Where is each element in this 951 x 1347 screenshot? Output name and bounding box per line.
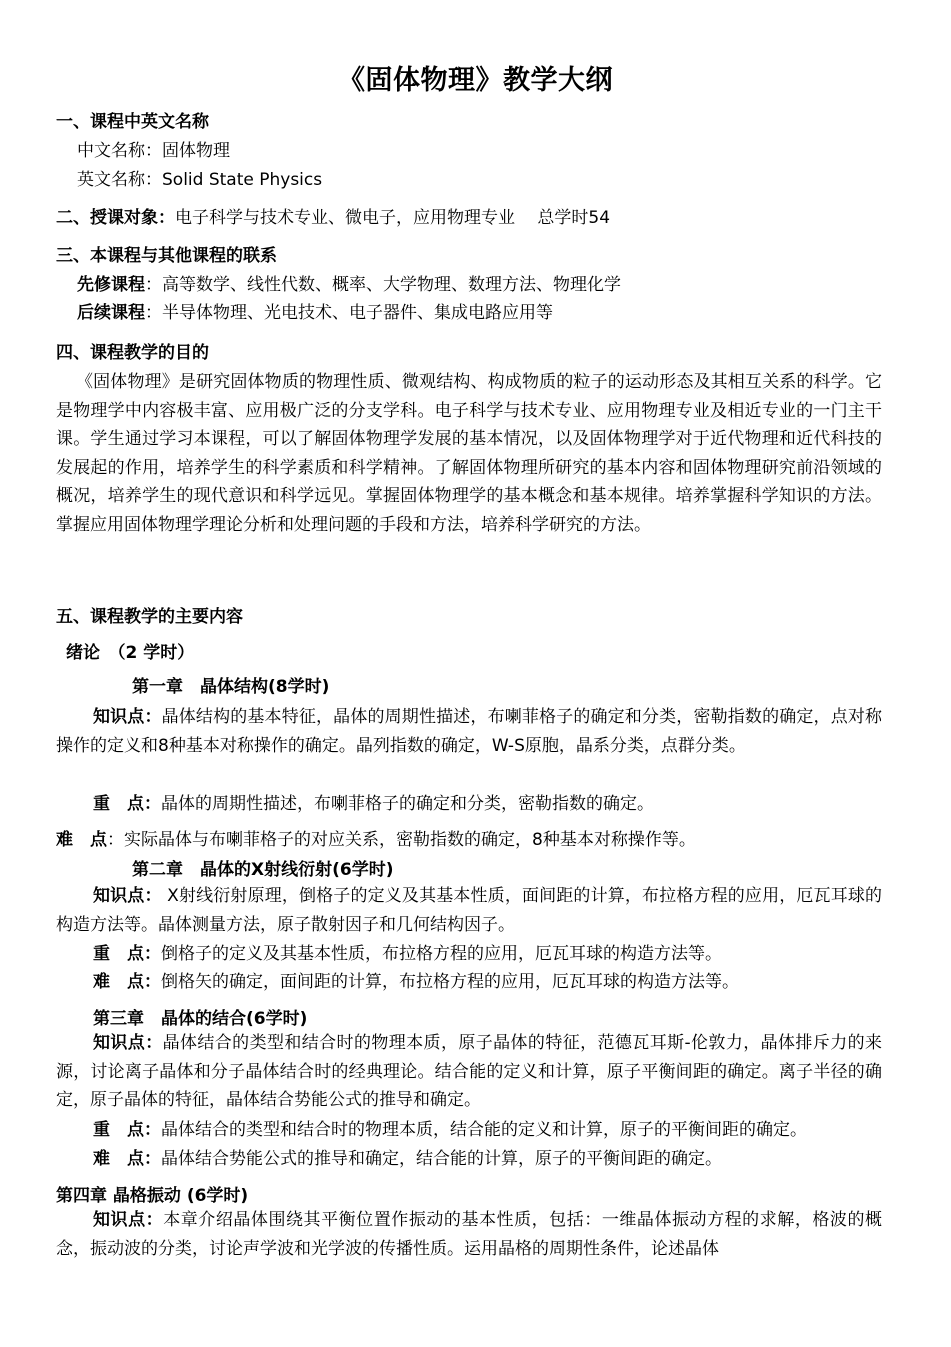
followup-label: 后续课程 — [77, 303, 145, 323]
section-2-heading: 二、授课对象： — [56, 208, 175, 228]
chapter-3-difficulties — [93, 1145, 722, 1173]
section-4-body: 《固体物理》是研究固体物质的物理性质、微观结构、构成物质的粒子的运动形态及其相互关系的科学。它是物理学中内容极丰富、应用极广泛的分支学科。电子科学与技术专业、应用物理专业及相近专业的一门主干课。学生通过学习本课程，可以了解固体物理学发展的基本情况，以及固体物理学对于近代物理和近代科技的发展起的作用，培养学生的科学素质和科学精神。了解固体物理所研究的基本内容和固体物理研究前沿领域的概况，培养学生的现代意识和科学远见。掌握固体物理学的基本概念和基本规律。培养掌握科学知识的方法。掌握应用固体物理学理论分析和处理问题的手段和方法，培养科学研究的方法。 — [56, 372, 882, 535]
prerequisite-label: 先修课程 — [77, 275, 145, 295]
keypoint-label: 重 点： — [93, 794, 161, 814]
keypoint-text: 倒格子的定义及其基本性质，布拉格方程的应用，厄瓦耳球的构造方法等。 — [161, 944, 722, 964]
chapter-1-knowledge — [56, 703, 882, 760]
followup-text: ：半导体物理、光电技术、电子器件、集成电路应用等 — [145, 303, 553, 323]
difficulty-text: 倒格矢的确定，面间距的计算，布拉格方程的应用，厄瓦耳球的构造方法等。 — [161, 972, 739, 992]
chapter-4-title: 第四章 晶格振动 (6学时) — [56, 1186, 249, 1206]
section-2-line — [56, 204, 610, 232]
difficulty-label: 难 点 — [56, 830, 107, 850]
chinese-name-line: 中文名称：固体物理 — [77, 141, 230, 161]
difficulty-label: 难 点： — [93, 1149, 161, 1169]
introduction-line: 绪论 （2 学时） — [66, 643, 195, 663]
keypoint-text: 晶体结合的类型和结合时的物理本质，结合能的定义和计算，原子的平衡间距的确定。 — [161, 1120, 807, 1140]
chapter-4-knowledge — [56, 1206, 882, 1263]
knowledge-label: 知识点： — [93, 707, 162, 727]
chapter-3-title: 第三章 晶体的结合(6学时) — [93, 1009, 308, 1029]
keypoint-text: 晶体的周期性描述，布喇菲格子的确定和分类，密勒指数的确定。 — [161, 794, 654, 814]
section-3-heading-text: 三、本课程与其他课程的联系 — [56, 246, 277, 266]
difficulty-label: 难 点： — [93, 972, 161, 992]
knowledge-label: 知识点： — [93, 886, 162, 906]
chapter-1-difficulties — [56, 826, 696, 854]
section-5-heading: 五、课程教学的主要内容 — [56, 607, 243, 627]
chapter-1-title: 第一章 晶体结构(8学时) — [132, 677, 330, 697]
chapter-2-title: 第二章 晶体的X射线衍射(6学时) — [132, 860, 394, 880]
chapter-2-knowledge — [56, 882, 882, 939]
chapter-1-keypoints — [93, 790, 654, 818]
section-3-heading — [56, 242, 277, 270]
knowledge-text: 晶体结构的基本特征，晶体的周期性描述，布喇菲格子的确定和分类，密勒指数的确定，点对称操作的定义和8种基本对称操作的确定。晶列指数的确定，W-S原胞，晶系分类，点群分类。 — [56, 707, 883, 756]
knowledge-text: 本章介绍晶体围绕其平衡位置作振动的基本性质，包括：一维晶体振动方程的求解，格波的概念，振动波的分类，讨论声学波和光学波的传播性质。运用晶格的周期性条件，论述晶体 — [56, 1210, 883, 1259]
english-name-line: 英文名称：Solid State Physics — [77, 170, 323, 190]
followup-line — [77, 299, 553, 327]
chapter-2-keypoints — [93, 940, 722, 968]
keypoint-label: 重 点： — [93, 944, 161, 964]
section-1-heading: 一、课程中英文名称 — [56, 112, 209, 132]
chapter-3-keypoints — [93, 1116, 807, 1144]
difficulty-text: 晶体结合势能公式的推导和确定，结合能的计算，原子的平衡间距的确定。 — [161, 1149, 722, 1169]
knowledge-text: X射线衍射原理，倒格子的定义及其基本性质，面间距的计算，布拉格方程的应用，厄瓦耳球的构造方法等。晶体测量方法，原子散射因子和几何结构因子。 — [56, 886, 882, 935]
knowledge-label: 知识点： — [93, 1033, 163, 1053]
knowledge-label: 知识点： — [93, 1210, 164, 1230]
difficulty-text: ：实际晶体与布喇菲格子的对应关系，密勒指数的确定，8种基本对称操作等。 — [107, 830, 696, 850]
chapter-2-difficulties — [93, 968, 739, 996]
knowledge-text: 晶体结合的类型和结合时的物理本质，原子晶体的特征，范德瓦耳斯-伦敦力，晶体排斥力的来源，讨论离子晶体和分子晶体结合时的经典理论。结合能的定义和计算，原子平衡间距的确定。离子半径的确定，原子晶体的特征，晶体结合势能公式的推导和确定。 — [56, 1033, 882, 1110]
chapter-3-knowledge — [56, 1029, 882, 1115]
prerequisite-text: ：高等数学、线性代数、概率、大学物理、数理方法、物理化学 — [145, 275, 621, 295]
keypoint-label: 重 点： — [93, 1120, 161, 1140]
section-4-heading: 四、课程教学的目的 — [56, 343, 209, 363]
prerequisite-line — [77, 271, 621, 299]
document-title: 《固体物理》教学大纲 — [338, 65, 613, 96]
audience-text: 电子科学与技术专业、微电子，应用物理专业 总学时54 — [175, 208, 611, 228]
